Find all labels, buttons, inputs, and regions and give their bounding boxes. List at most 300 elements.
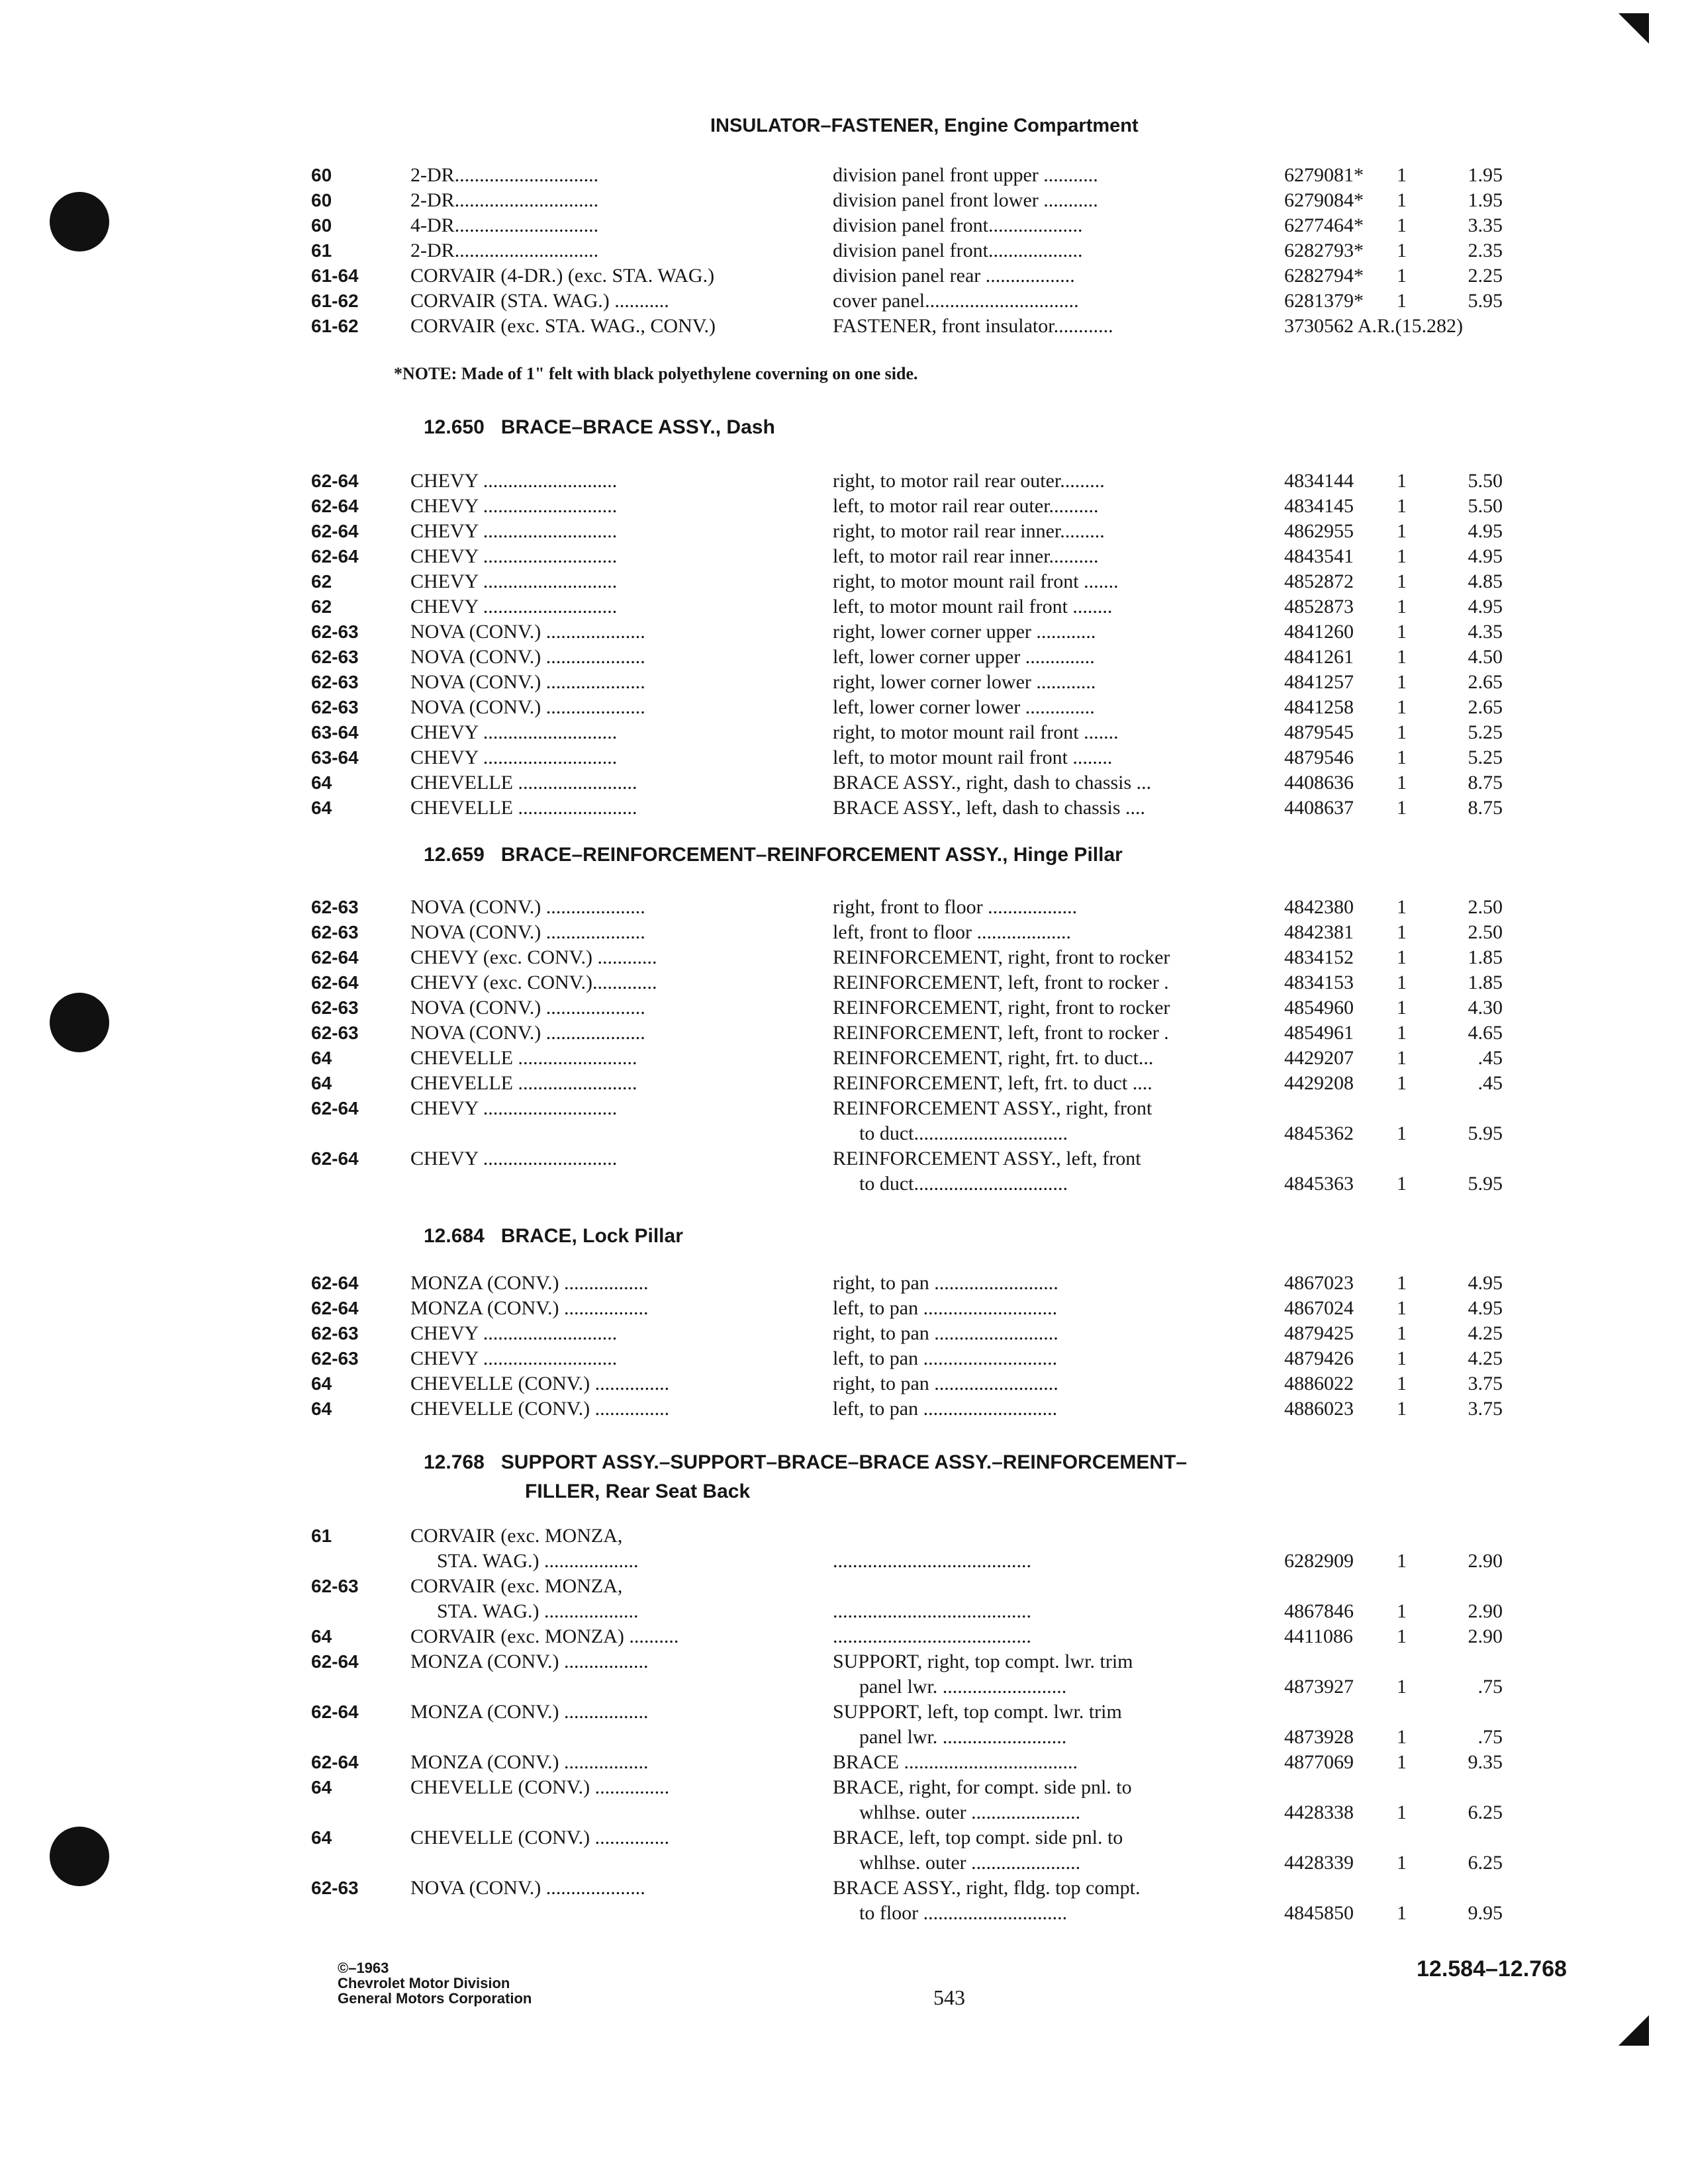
model-cell: NOVA (CONV.) ....................	[410, 896, 645, 918]
table-row	[0, 188, 1688, 213]
price-cell: .75	[1477, 1726, 1503, 1748]
quantity-cell: 1	[1397, 721, 1407, 743]
model-cell: CHEVELLE ........................	[410, 1047, 637, 1069]
quantity-cell: 1	[1397, 1072, 1407, 1094]
part-number-cell: 4843541	[1284, 545, 1354, 567]
quantity-cell: 1	[1397, 164, 1407, 186]
corner-mark	[1618, 2015, 1649, 2046]
quantity-cell: 1	[1397, 1322, 1407, 1344]
part-number-cell: 4873928	[1284, 1726, 1354, 1748]
part-number-cell: 4873927	[1284, 1676, 1354, 1698]
year-cell: 63-64	[311, 722, 359, 743]
quantity-cell: 1	[1397, 545, 1407, 567]
table-row	[0, 314, 1688, 339]
price-cell: 2.90	[1468, 1600, 1503, 1622]
year-cell: 60	[311, 215, 332, 236]
model-cell: CHEVELLE (CONV.) ...............	[410, 1398, 670, 1420]
part-number-cell: 3730562 A.R.(15.282)	[1284, 315, 1463, 337]
table-row	[0, 1271, 1688, 1296]
table-row	[0, 695, 1688, 720]
year-cell: 60	[311, 165, 332, 185]
part-number-cell: 4841260	[1284, 621, 1354, 643]
quantity-cell: 1	[1397, 646, 1407, 668]
table-row	[0, 1096, 1688, 1146]
section-number: 12.659	[424, 844, 485, 866]
model-cell: CHEVY (exc. CONV.) ............	[410, 946, 657, 968]
section-heading-12-768	[424, 1448, 1187, 1506]
section-title-continued: FILLER,	[525, 1480, 600, 1502]
table-row	[0, 745, 1688, 770]
description-cell: division panel front...................	[833, 240, 1083, 261]
model-cell: CORVAIR (exc. MONZA,	[410, 1525, 623, 1547]
year-cell: 62-63	[311, 697, 359, 717]
table-row	[0, 945, 1688, 970]
model-cell: CHEVY ...........................	[410, 1347, 618, 1369]
year-cell: 62-64	[311, 947, 359, 968]
year-cell: 62-64	[311, 1702, 359, 1722]
description-cell: REINFORCEMENT, right, front to rocker	[833, 946, 1170, 968]
table-row	[0, 1624, 1688, 1649]
part-number-cell: 4834153	[1284, 972, 1354, 993]
description-cell: division panel rear ..................	[833, 265, 1075, 287]
year-cell: 61-62	[311, 291, 359, 311]
year-cell: 64	[311, 1777, 332, 1797]
price-cell: 8.75	[1468, 772, 1503, 794]
year-cell: 62-64	[311, 1273, 359, 1293]
model-cell: NOVA (CONV.) ....................	[410, 921, 645, 943]
model-cell: CHEVY ...........................	[410, 596, 618, 617]
part-number-cell: 4867023	[1284, 1272, 1354, 1294]
part-number-cell: 4879546	[1284, 747, 1354, 768]
model-cell: CORVAIR (exc. STA. WAG., CONV.)	[410, 315, 716, 337]
year-cell: 62-64	[311, 1651, 359, 1672]
section-subtitle: Hinge Pillar	[1013, 844, 1123, 866]
description-cell: FASTENER, front insulator............	[833, 315, 1113, 337]
description-cell: REINFORCEMENT, left, front to rocker .	[833, 972, 1169, 993]
description-cell: right, to motor rail rear inner.........	[833, 520, 1105, 542]
model-cell: MONZA (CONV.) .................	[410, 1651, 649, 1672]
model-cell: CHEVY ...........................	[410, 570, 618, 592]
quantity-cell: 1	[1397, 189, 1407, 211]
model-cell: CHEVY ...........................	[410, 520, 618, 542]
quantity-cell: 1	[1397, 1398, 1407, 1420]
year-cell: 62-63	[311, 621, 359, 642]
quantity-cell: 1	[1397, 570, 1407, 592]
parts-table-12-659	[0, 895, 1688, 1197]
quantity-cell: 1	[1397, 671, 1407, 693]
model-cell: NOVA (CONV.) ....................	[410, 1877, 645, 1899]
model-cell: CORVAIR (exc. MONZA,	[410, 1575, 623, 1597]
year-cell: 60	[311, 190, 332, 210]
year-cell: 62-63	[311, 922, 359, 942]
quantity-cell: 1	[1397, 1550, 1407, 1572]
section-number: 12.684	[424, 1225, 485, 1247]
quantity-cell: 1	[1397, 1122, 1407, 1144]
table-row	[0, 1775, 1688, 1825]
quantity-cell: 1	[1397, 1801, 1407, 1823]
quantity-cell: 1	[1397, 921, 1407, 943]
year-cell: 62-63	[311, 997, 359, 1018]
quantity-cell: 1	[1397, 520, 1407, 542]
quantity-cell: 1	[1397, 1272, 1407, 1294]
model-cell: CHEVELLE ........................	[410, 797, 637, 819]
table-row	[0, 469, 1688, 494]
part-number-cell: 6277464*	[1284, 214, 1364, 236]
description-cell: REINFORCEMENT, left, front to rocker .	[833, 1022, 1169, 1044]
quantity-cell: 1	[1397, 1297, 1407, 1319]
part-number-cell: 4879426	[1284, 1347, 1354, 1369]
description-cell: REINFORCEMENT ASSY., left, front	[833, 1148, 1141, 1169]
description-cell: left, lower corner lower ..............	[833, 696, 1095, 718]
section-heading-12-650	[424, 413, 775, 442]
table-row	[0, 895, 1688, 920]
year-cell: 62-64	[311, 1752, 359, 1772]
part-number-cell: 4429207	[1284, 1047, 1354, 1069]
part-number-cell: 4879425	[1284, 1322, 1354, 1344]
part-number-cell: 4877069	[1284, 1751, 1354, 1773]
description-cell: right, to motor mount rail front .......	[833, 721, 1119, 743]
part-number-cell: 4886023	[1284, 1398, 1354, 1420]
price-cell: 4.95	[1468, 545, 1503, 567]
section-heading-12-684	[424, 1222, 683, 1251]
price-cell: 1.85	[1468, 946, 1503, 968]
model-cell: NOVA (CONV.) ....................	[410, 671, 645, 693]
part-number-cell: 6282794*	[1284, 265, 1364, 287]
year-cell: 64	[311, 1398, 332, 1419]
year-cell: 61-64	[311, 265, 359, 286]
table-row	[0, 1876, 1688, 1926]
table-row	[0, 1825, 1688, 1876]
quantity-cell: 1	[1397, 1347, 1407, 1369]
table-row	[0, 1574, 1688, 1624]
model-cell: CHEVY ...........................	[410, 747, 618, 768]
part-number-cell: 4854960	[1284, 997, 1354, 1019]
table-row	[0, 645, 1688, 670]
model-cell: NOVA (CONV.) ....................	[410, 646, 645, 668]
year-cell: 64	[311, 1827, 332, 1848]
section-title: SUPPORT ASSY.–SUPPORT–BRACE–BRACE ASSY.–REINFORCEMENT–	[500, 1451, 1188, 1473]
page-title: INSULATOR–FASTENER, Engine Compartment	[710, 115, 1139, 136]
year-cell: 62-63	[311, 897, 359, 917]
year-cell: 62-63	[311, 647, 359, 667]
price-cell: 4.95	[1468, 1297, 1503, 1319]
part-number-cell: 4852872	[1284, 570, 1354, 592]
year-cell: 62-64	[311, 471, 359, 491]
description-cell-continued: whlhse. outer ......................	[859, 1801, 1081, 1823]
description-cell: left, to pan ...........................	[833, 1347, 1058, 1369]
part-number-cell: 4867024	[1284, 1297, 1354, 1319]
price-cell: 5.25	[1468, 747, 1503, 768]
description-cell: left, to pan ...........................	[833, 1297, 1058, 1319]
quantity-cell: 1	[1397, 797, 1407, 819]
quantity-cell: 1	[1397, 1600, 1407, 1622]
part-number-cell: 4841257	[1284, 671, 1354, 693]
price-cell: 5.25	[1468, 721, 1503, 743]
part-number-cell: 4862955	[1284, 520, 1354, 542]
price-cell: 3.75	[1468, 1398, 1503, 1420]
quantity-cell: 1	[1397, 747, 1407, 768]
description-cell: REINFORCEMENT ASSY., right, front	[833, 1097, 1152, 1119]
table-row	[0, 1021, 1688, 1046]
model-cell: CHEVY ...........................	[410, 470, 618, 492]
price-cell: 2.90	[1468, 1625, 1503, 1647]
model-cell: CHEVELLE ........................	[410, 772, 637, 794]
model-cell: CHEVY ...........................	[410, 495, 618, 517]
copyright-line: ©–1963	[338, 1960, 389, 1976]
year-cell: 64	[311, 1073, 332, 1093]
model-cell: MONZA (CONV.) .................	[410, 1751, 649, 1773]
price-cell: 5.95	[1468, 1173, 1503, 1195]
description-cell: right, to pan .........................	[833, 1322, 1058, 1344]
part-number-cell: 4842380	[1284, 896, 1354, 918]
year-cell: 62	[311, 596, 332, 617]
table-row	[0, 163, 1688, 188]
model-cell: CORVAIR (exc. MONZA) ..........	[410, 1625, 679, 1647]
description-cell-continued: to floor .............................	[859, 1902, 1068, 1924]
part-number-cell: 4411086	[1284, 1625, 1353, 1647]
table-row	[0, 1700, 1688, 1750]
table-row	[0, 1396, 1688, 1422]
year-cell: 62-64	[311, 521, 359, 541]
model-cell: CHEVY ...........................	[410, 545, 618, 567]
model-cell: CHEVELLE (CONV.) ...............	[410, 1776, 670, 1798]
description-cell-continued: ........................................	[833, 1600, 1031, 1622]
table-row	[0, 920, 1688, 945]
description-cell-continued: panel lwr. .........................	[859, 1726, 1067, 1748]
model-cell: CHEVELLE (CONV.) ...............	[410, 1827, 670, 1848]
table-row	[0, 1146, 1688, 1197]
part-number-cell: 4879545	[1284, 721, 1354, 743]
price-cell: .45	[1477, 1072, 1503, 1094]
quantity-cell: 1	[1397, 1751, 1407, 1773]
quantity-cell: 1	[1397, 1173, 1407, 1195]
section-subtitle: Lock Pillar	[583, 1225, 683, 1247]
page-range: 12.584–12.768	[1417, 1956, 1567, 1981]
price-cell: 5.50	[1468, 495, 1503, 517]
quantity-cell: 1	[1397, 1625, 1407, 1647]
copyright-block	[338, 1960, 532, 2006]
table-row	[0, 995, 1688, 1021]
year-cell: 62-63	[311, 1878, 359, 1898]
description-cell: division panel front...................	[833, 214, 1083, 236]
description-cell: REINFORCEMENT, right, front to rocker	[833, 997, 1170, 1019]
description-cell: division panel front upper ...........	[833, 164, 1098, 186]
price-cell: 4.25	[1468, 1322, 1503, 1344]
model-cell: CHEVELLE ........................	[410, 1072, 637, 1094]
model-cell-continued: STA. WAG.) ...................	[437, 1600, 639, 1622]
description-cell-continued: whlhse. outer ......................	[859, 1852, 1081, 1874]
year-cell: 62-64	[311, 546, 359, 567]
description-cell-continued: to duct...............................	[859, 1122, 1068, 1144]
year-cell: 62-64	[311, 1148, 359, 1169]
part-number-cell: 4842381	[1284, 921, 1354, 943]
price-cell: 4.50	[1468, 646, 1503, 668]
model-cell: 2-DR.............................	[410, 164, 599, 186]
quantity-cell: 1	[1397, 265, 1407, 287]
description-cell: left, to motor mount rail front ........	[833, 747, 1113, 768]
description-cell: BRACE, left, top compt. side pnl. to	[833, 1827, 1123, 1848]
table-row	[0, 1321, 1688, 1346]
model-cell-continued: STA. WAG.) ...................	[437, 1550, 639, 1572]
price-cell: 1.95	[1468, 164, 1503, 186]
model-cell: CHEVY ...........................	[410, 1322, 618, 1344]
part-number-cell: 4834145	[1284, 495, 1354, 517]
table-row	[0, 1346, 1688, 1371]
section-subtitle: Rear Seat Back	[605, 1480, 751, 1502]
model-cell: 4-DR.............................	[410, 214, 599, 236]
year-cell: 64	[311, 1373, 332, 1394]
quantity-cell: 1	[1397, 896, 1407, 918]
part-number-cell: 6282909	[1284, 1550, 1354, 1572]
price-cell: .45	[1477, 1047, 1503, 1069]
description-cell: BRACE ASSY., left, dash to chassis ....	[833, 797, 1145, 819]
quantity-cell: 1	[1397, 1852, 1407, 1874]
quantity-cell: 1	[1397, 1047, 1407, 1069]
price-cell: 2.25	[1468, 265, 1503, 287]
section-subtitle: Dash	[726, 416, 775, 438]
description-cell: cover panel...............................	[833, 290, 1079, 312]
part-number-cell: 4845850	[1284, 1902, 1354, 1924]
year-cell: 64	[311, 797, 332, 818]
part-number-cell: 4841261	[1284, 646, 1354, 668]
description-cell: right, front to floor ..................	[833, 896, 1078, 918]
description-cell: REINFORCEMENT, left, frt. to duct ....	[833, 1072, 1152, 1094]
year-cell: 62-63	[311, 1348, 359, 1369]
model-cell: MONZA (CONV.) .................	[410, 1297, 649, 1319]
description-cell-continued: ........................................	[833, 1550, 1031, 1572]
model-cell: CHEVY (exc. CONV.).............	[410, 972, 657, 993]
description-cell: right, lower corner upper ............	[833, 621, 1096, 643]
table-row	[0, 569, 1688, 594]
year-cell: 62-64	[311, 496, 359, 516]
description-cell: left, to motor rail rear inner..........	[833, 545, 1099, 567]
model-cell: MONZA (CONV.) .................	[410, 1272, 649, 1294]
table-row	[0, 1296, 1688, 1321]
price-cell: 2.50	[1468, 896, 1503, 918]
description-cell: left, to motor rail rear outer..........	[833, 495, 1099, 517]
part-number-cell: 6281379*	[1284, 290, 1364, 312]
price-cell: 6.25	[1468, 1801, 1503, 1823]
year-cell: 62-64	[311, 1098, 359, 1118]
table-row	[0, 1046, 1688, 1071]
quantity-cell: 1	[1397, 290, 1407, 312]
footnote: *NOTE: Made of 1" felt with black polyethylene coverning on one side.	[394, 364, 918, 383]
year-cell: 62-63	[311, 672, 359, 692]
part-number-cell: 4886022	[1284, 1373, 1354, 1394]
price-cell: 1.85	[1468, 972, 1503, 993]
copyright-line: General Motors Corporation	[338, 1990, 532, 2007]
description-cell: SUPPORT, left, top compt. lwr. trim	[833, 1701, 1122, 1723]
description-cell: left, front to floor ...................	[833, 921, 1071, 943]
model-cell: NOVA (CONV.) ....................	[410, 1022, 645, 1044]
description-cell-continued: to duct...............................	[859, 1173, 1068, 1195]
price-cell: .75	[1477, 1676, 1503, 1698]
parts-table-12-768	[0, 1524, 1688, 1926]
quantity-cell: 1	[1397, 772, 1407, 794]
description-cell: BRACE ...................................	[833, 1751, 1078, 1773]
model-cell: 2-DR.............................	[410, 240, 599, 261]
part-number-cell: 6279084*	[1284, 189, 1364, 211]
quantity-cell: 1	[1397, 240, 1407, 261]
part-number-cell: 4428338	[1284, 1801, 1354, 1823]
parts-table-12-684	[0, 1271, 1688, 1422]
table-row	[0, 519, 1688, 544]
part-number-cell: 4408637	[1284, 797, 1354, 819]
part-number-cell: 4845363	[1284, 1173, 1354, 1195]
quantity-cell: 1	[1397, 1022, 1407, 1044]
price-cell: 5.95	[1468, 290, 1503, 312]
part-number-cell: 4834144	[1284, 470, 1354, 492]
table-row	[0, 213, 1688, 238]
part-number-cell: 4841258	[1284, 696, 1354, 718]
model-cell: CORVAIR (STA. WAG.) ...........	[410, 290, 669, 312]
price-cell: 4.95	[1468, 596, 1503, 617]
quantity-cell: 1	[1397, 1676, 1407, 1698]
description-cell-continued: panel lwr. .........................	[859, 1676, 1067, 1698]
corner-mark	[1618, 13, 1649, 44]
model-cell: MONZA (CONV.) .................	[410, 1701, 649, 1723]
table-row	[0, 770, 1688, 796]
price-cell: 9.95	[1468, 1902, 1503, 1924]
price-cell: 5.95	[1468, 1122, 1503, 1144]
year-cell: 61-62	[311, 316, 359, 336]
description-cell: right, to pan .........................	[833, 1373, 1058, 1394]
year-cell: 62-63	[311, 1023, 359, 1043]
model-cell: CHEVY ...........................	[410, 1097, 618, 1119]
description-cell: right, to motor mount rail front .......	[833, 570, 1119, 592]
price-cell: 3.75	[1468, 1373, 1503, 1394]
table-row	[0, 720, 1688, 745]
description-cell: right, to pan .........................	[833, 1272, 1058, 1294]
part-number-cell: 4854961	[1284, 1022, 1354, 1044]
copyright-line: Chevrolet Motor Division	[338, 1975, 510, 1991]
year-cell: 62-64	[311, 1298, 359, 1318]
quantity-cell: 1	[1397, 1726, 1407, 1748]
model-cell: CHEVELLE (CONV.) ...............	[410, 1373, 670, 1394]
price-cell: 8.75	[1468, 797, 1503, 819]
quantity-cell: 1	[1397, 1902, 1407, 1924]
section-title: BRACE,	[500, 1225, 577, 1247]
table-row	[0, 1649, 1688, 1700]
section-number: 12.768	[424, 1451, 485, 1473]
quantity-cell: 1	[1397, 696, 1407, 718]
description-cell: left, lower corner upper ..............	[833, 646, 1095, 668]
price-cell: 2.65	[1468, 671, 1503, 693]
price-cell: 1.95	[1468, 189, 1503, 211]
quantity-cell: 1	[1397, 621, 1407, 643]
description-cell: division panel front lower ...........	[833, 189, 1098, 211]
table-row	[0, 1371, 1688, 1396]
description-cell: BRACE, right, for compt. side pnl. to	[833, 1776, 1132, 1798]
year-cell: 64	[311, 1048, 332, 1068]
parts-table-12-650	[0, 469, 1688, 821]
part-number-cell: 4429208	[1284, 1072, 1354, 1094]
quantity-cell: 1	[1397, 495, 1407, 517]
quantity-cell: 1	[1397, 997, 1407, 1019]
part-number-cell: 4408636	[1284, 772, 1354, 794]
year-cell: 61	[311, 1525, 332, 1546]
quantity-cell: 1	[1397, 470, 1407, 492]
year-cell: 62-64	[311, 972, 359, 993]
insulator-table	[0, 163, 1688, 339]
price-cell: 2.50	[1468, 921, 1503, 943]
table-row	[0, 238, 1688, 263]
part-number-cell: 4428339	[1284, 1852, 1354, 1874]
description-cell: BRACE ASSY., right, dash to chassis ...	[833, 772, 1152, 794]
table-row	[0, 544, 1688, 569]
quantity-cell: 1	[1397, 946, 1407, 968]
model-cell: 2-DR.............................	[410, 189, 599, 211]
